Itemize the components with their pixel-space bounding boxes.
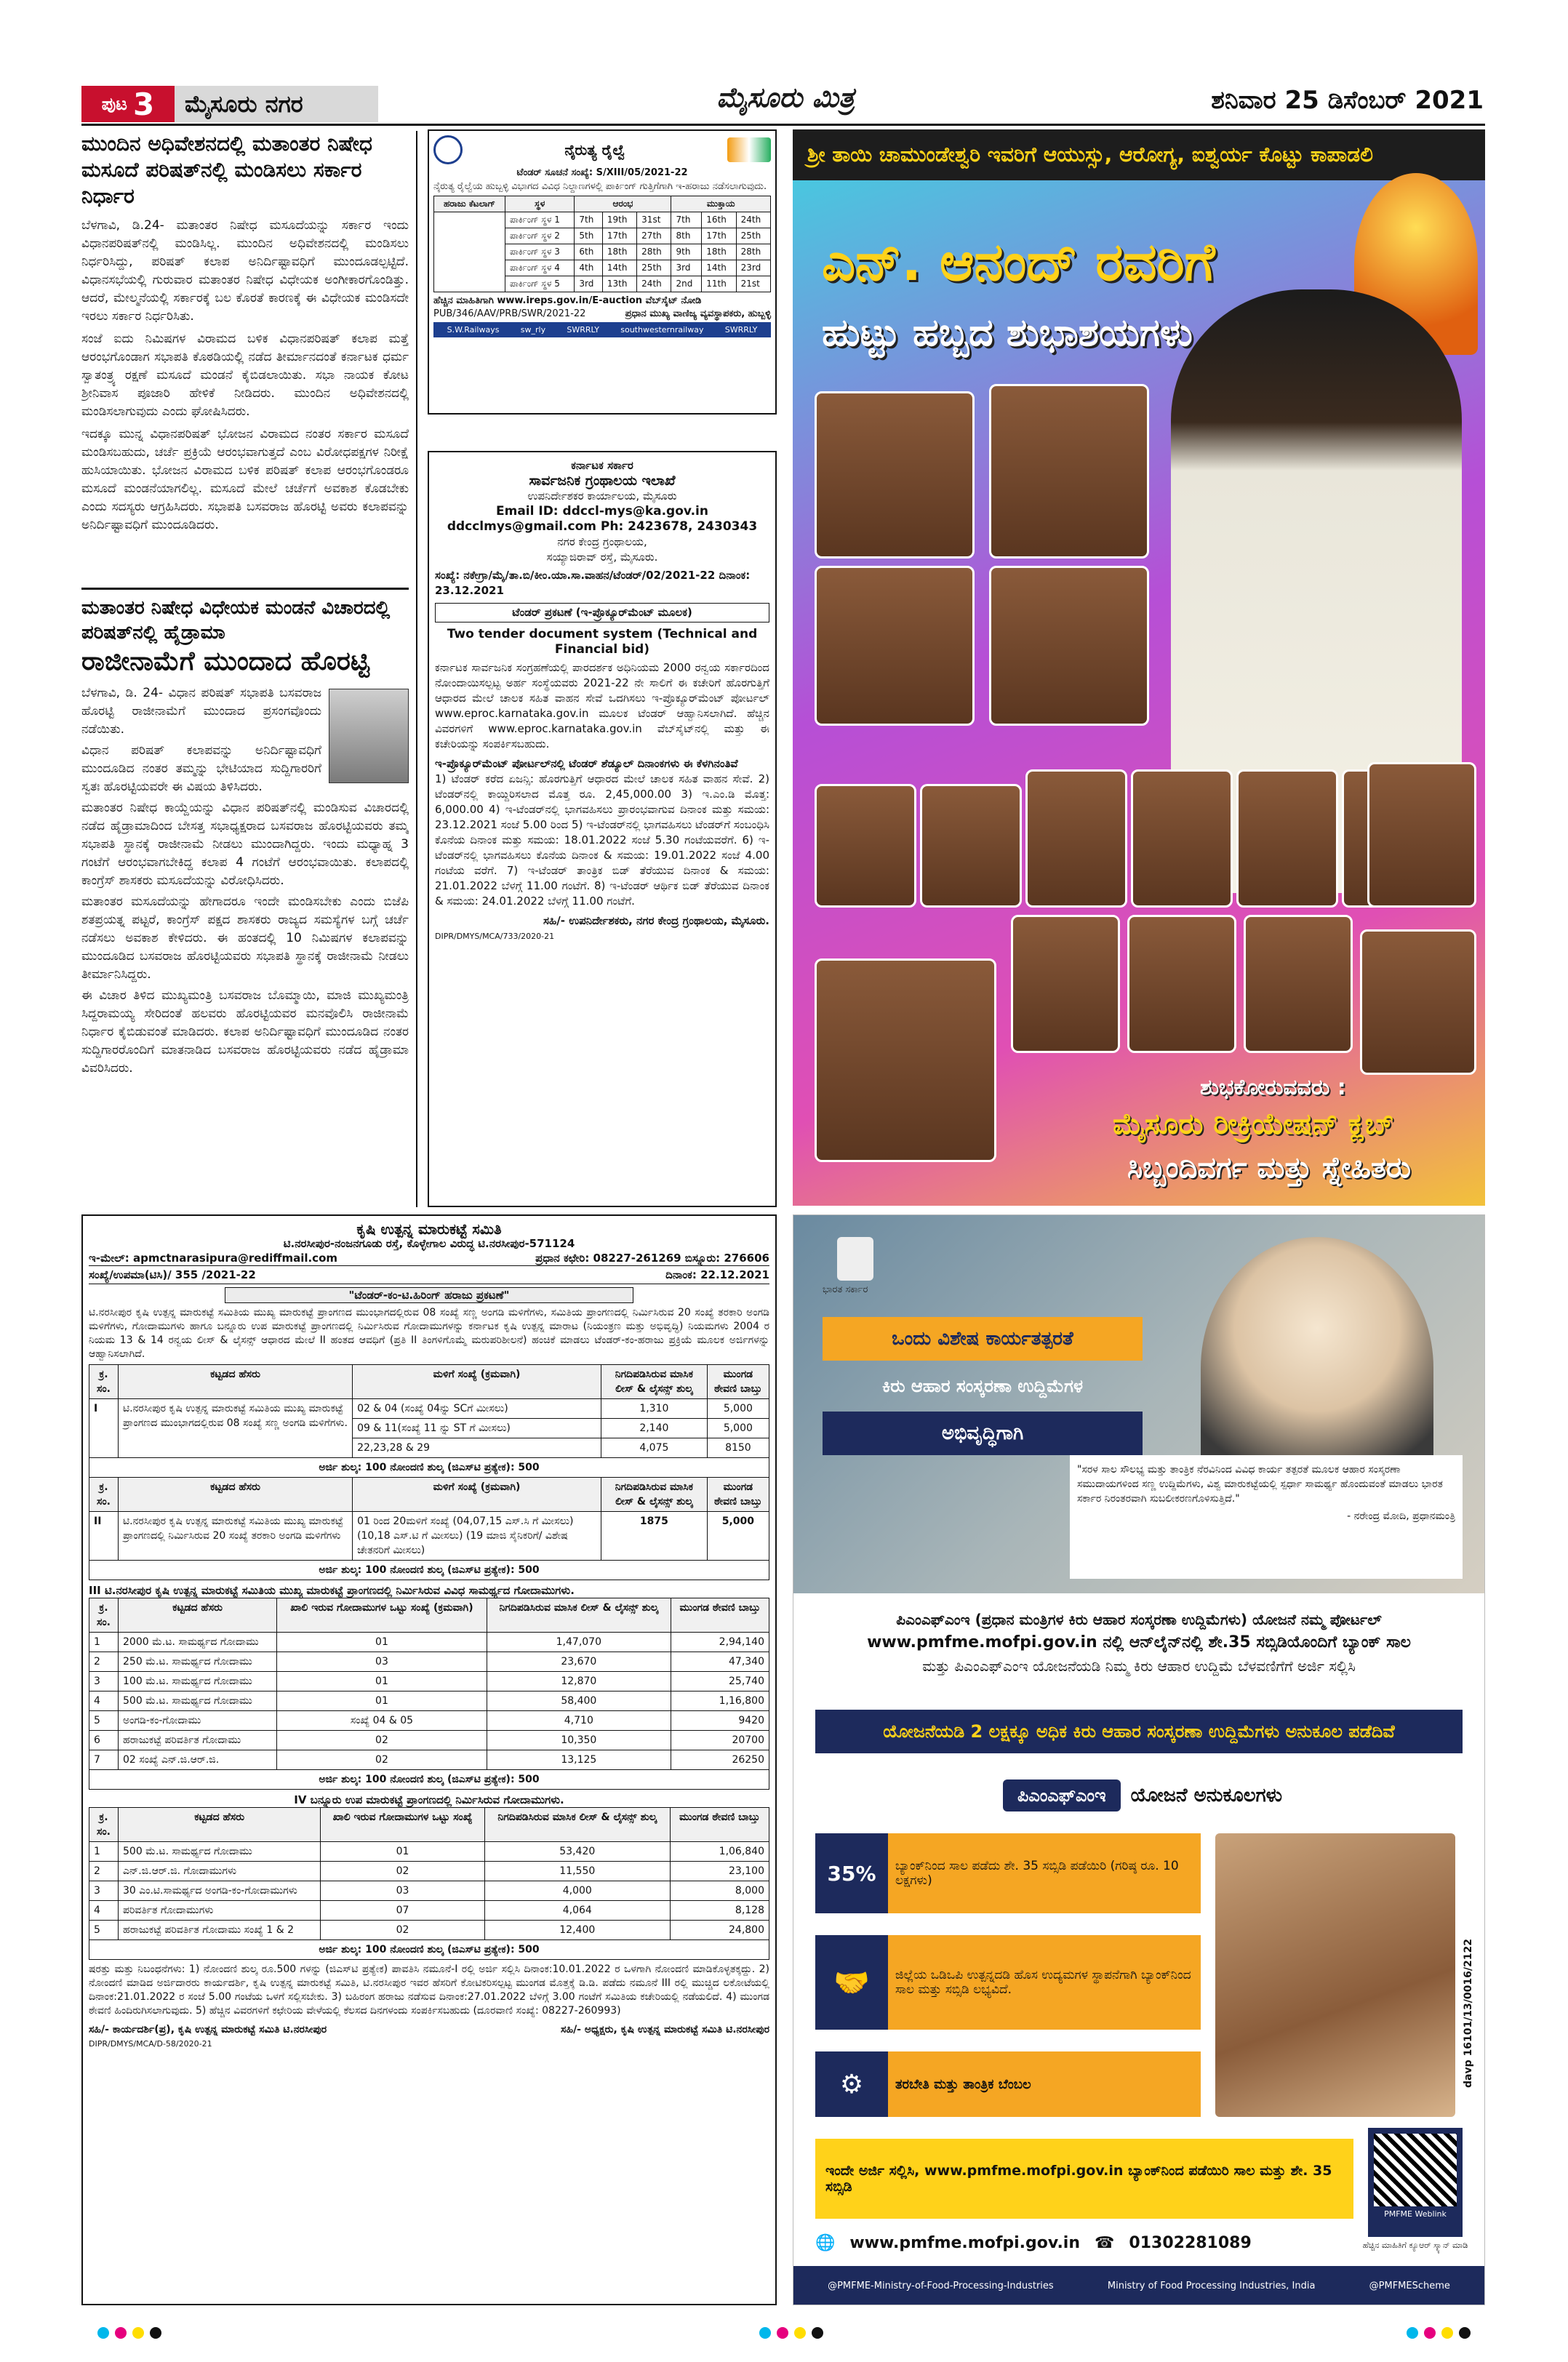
library-gov: ಕರ್ನಾಟಕ ಸರ್ಕಾರ xyxy=(571,459,633,472)
ad-wish: ಹುಟ್ಟು ಹಬ್ಬದ ಶುಭಾಶಯಗಳು xyxy=(822,311,1193,355)
article-1-para: ಇದಕ್ಕೂ ಮುನ್ನ ವಿಧಾನಪರಿಷತ್ ಭೋಜನ ವಿರಾಮದ ನಂತರ ಸರ್ಕಾರ ಮಸೂದೆ ಮಂಡಿಸಬಹುದು, ಚರ್ಚೆ ಪ್ರಕ್ರಿಯೆ ಆರಂಭವಾಗುತ್ತದೆ ಎಂಬ ವಿರೋಧಪಕ್ಷಗಳ ನಿರೀಕ್ಷೆ ಹುಸಿಯಾಯಿತು. ಭೋಜನ ವಿರಾಮದ ಬಳಿಕ ಪರಿಷತ್ ಕಲಾಪ ಆರಂಭಗೊಂಡರೂ ಮಸೂದೆ ಮಂಡನೆಯಾಗಲಿಲ್ಲ. ಮಸೂದೆ ಮೇಲೆ ಚರ್ಚೆಗೆ ಅವಕಾಶ ಕೊಡಬೇಕು ಎಂದು ಸದಸ್ಯರು ಆಗ್ರಹಿಸಿದರು. ಸಭಾಪತಿ ಬಸವರಾಜ ಹೊರಟ್ಟಿ ಅವರು ಕಲಾಪವನ್ನು ಅನಿರ್ದಿಷ್ಟಾವಧಿಗೆ ಮುಂದೂಡಿದರು. xyxy=(81,427,409,532)
section-title: ಮೈಸೂರು ನಗರ xyxy=(175,86,378,122)
paper-name: ಮೈಸೂರು ಮಿತ್ರ xyxy=(716,81,855,113)
railway-title: ನೈರುತ್ಯ ರೈಲ್ವೆ xyxy=(564,141,625,159)
apmc-fee-1: ಅರ್ಜಿ ಶುಲ್ಕ: 100 ನೋಂದಣಿ ಶುಲ್ಕ (ಜಿಎಸ್‌ಟಿ ಪ್ರತ್ಯೇಕ): 500 xyxy=(89,1458,769,1478)
benefit-row-3: ⚙ ತರಬೇತಿ ಮತ್ತು ತಾಂತ್ರಿಕ ಬೆಂಬಲ xyxy=(815,2051,1201,2117)
well-wisher-photo xyxy=(1131,769,1233,908)
column-divider xyxy=(416,131,417,1207)
railway-signoff: ಪ್ರಧಾನ ಮುಖ್ಯ ವಾಣಿಜ್ಯ ವ್ಯವಸ್ಥಾಪಕರು, ಹುಬ್ಬಳ್ಳಿ xyxy=(625,308,771,319)
gov-label: ಭಾರತ ಸರ್ಕಾರ xyxy=(823,1284,868,1295)
library-dipr: DIPR/DMYS/MCA/733/2020-21 xyxy=(435,932,555,941)
well-wisher-photo xyxy=(815,566,975,726)
apmc-fee-2: ಅರ್ಜಿ ಶುಲ್ಕ: 100 ನೋಂದಣಿ ಶುಲ್ಕ (ಜಿಎಸ್‌ಟಿ ಪ್ರತ್ಯೇಕ): 500 xyxy=(89,1561,769,1580)
apmc-sign-left: ಸಹಿ/- ಕಾರ್ಯದರ್ಶಿ(ಪ್ರ), ಕೃಷಿ ಉತ್ಪನ್ನ ಮಾರುಕಟ್ಟೆ ಸಮಿತಿ ಟಿ.ನರಸೀಪುರ xyxy=(89,2024,327,2035)
apmc-dipr: DIPR/DMYS/MCA/D-58/2020-21 xyxy=(89,2039,212,2049)
article-2-para: ಮತಾಂತರ ನಿಷೇಧ ಕಾಯ್ದೆಯನ್ನು ವಿಧಾನ ಪರಿಷತ್‌ನಲ್ಲಿ ಮಂಡಿಸುವ ವಿಚಾರದಲ್ಲಿ ನಡೆದ ಹೈಡ್ರಾಮಾದಿಂದ ಬೇಸತ್ತ ಸಭಾಧ್ಯಕ್ಷರಾದ ಬಸವರಾಜ ಹೊರಟ್ಟಿಯವರು ತಮ್ಮ ಸಭಾಪತಿ ಸ್ಥಾನಕ್ಕೆ ರಾಜೀನಾಮೆ ನೀಡಲು ಮುಂದಾಗಿದ್ದರು. ಇಂದು ಮಧ್ಯಾಹ್ನ 3 ಗಂಟೆಗೆ ಆರಂಭವಾಗಬೇಕಿದ್ದ ಕಲಾಪ 4 ಗಂಟೆಗೆ ಆರಂಭವಾಯಿತು. ಕಲಾಪದಲ್ಲಿ ಕಾಂಗ್ರೆಸ್ ಶಾಸಕರು ಮಸೂದೆಯನ್ನು ವಿರೋಧಿಸಿದರು. xyxy=(81,801,409,888)
apmc-fee-4: ಅರ್ಜಿ ಶುಲ್ಕ: 100 ನೋಂದಣಿ ಶುಲ್ಕ (ಜಿಎಸ್‌ಟಿ ಪ್ರತ್ಯೇಕ): 500 xyxy=(89,1940,769,1960)
issue-date: ಶನಿವಾರ 25 ಡಿಸೆಂಬರ್ 2021 xyxy=(1211,86,1484,115)
library-email-2[interactable]: ddcclmys@gmail.com Ph: 2423678, 2430343 xyxy=(447,519,758,534)
pmfme-box-2: ಕಿರು ಆಹಾರ ಸಂಸ್ಕರಣಾ ಉದ್ದಿಮೆಗಳ xyxy=(881,1376,1084,1396)
benefit-row-2: 🤝 ಜಿಲ್ಲೆಯ ಒಡಿಒಪಿ ಉತ್ಪನ್ನದಡಿ ಹೊಸ ಉದ್ಯಮಗಳ ಸ್ಥಾಪನೆಗಾಗಿ ಬ್ಯಾಂಕ್‌ನಿಂದ ಸಾಲ ಮತ್ತು ಸಬ್ಸಿಡಿ ಲಭ್ಯವಿದೆ. xyxy=(815,1935,1201,2030)
benefit-row-1: 35% ಬ್ಯಾಂಕ್‌ನಿಂದ ಸಾಲ ಪಡೆದು ಶೇ. 35 ಸಬ್ಸಿಡಿ ಪಡೆಯಿರಿ (ಗರಿಷ್ಠ ರೂ. 10 ಲಕ್ಷಗಳು) xyxy=(815,1833,1201,1913)
table-row: 22,23,28 & 29 4,075 8150 xyxy=(89,1438,769,1458)
library-banner: ಟೆಂಡರ್ ಪ್ರಕಟಣೆ (ಇ-ಪ್ರೊಕ್ಯೂರ್‌ಮೆಂಟ್ ಮೂಲಕ) xyxy=(435,603,769,622)
ad-club: ಮೈಸೂರು ರೀಕ್ರಿಯೇಷನ್ ಕ್ಲಬ್ xyxy=(1113,1108,1394,1141)
registration-marks-right xyxy=(1404,2327,1473,2342)
apmc-tender xyxy=(81,1214,777,2305)
table-row: 5 ಹರಾಜುಕಟ್ಟೆ ಪರಿವರ್ತಿತ ಗೋದಾಮು ಸಂಖ್ಯೆ 1 & 2 02 12,400 24,800 xyxy=(89,1921,769,1940)
well-wisher-photo xyxy=(1025,769,1127,908)
apmc-terms: ಷರತ್ತು ಮತ್ತು ನಿಬಂಧನೆಗಳು: 1) ನೋಂದಣಿ ಶುಲ್ಕ ರೂ.500 ಗಳನ್ನು (ಜಿಎಸ್‌ಟಿ ಪ್ರತ್ಯೇಕ) ಪಾವತಿಸಿ ನಮೂನೆ-I ರಲ್ಲಿ ಅರ್ಜಿ ಸಲ್ಲಿಸಿ ದಿನಾಂಕ:10.01.2022 ರ ಒಳಗಾಗಿ ನೋಂದಣಿ ಮಾಡಿಕೊಳ್ಳತಕ್ಕದ್ದು. 2) ನೋಂದಣಿ ಮಾಡಿದ ಅರ್ಜಿದಾರರು ಕಾರ್ಯದರ್ಶಿ, ಕೃಷಿ ಉತ್ಪನ್ನ ಮಾರುಕಟ್ಟೆ ಸಮಿತಿ, ಟಿ.ನರಸೀಪುರ ಇವರ ಹೆಸರಿಗೆ ಕೋಟಿಕರಿಸಲ್ಪಟ್ಟ ಮುಂಗಡ ಮೊತ್ತಕ್ಕೆ ಡಿ.ಡಿ. ಪಡೆದು ನಮೂನೆ III ರಲ್ಲಿ ಮುಚ್ಚಿದ ಲಕೋಟೆಯಲ್ಲಿ ದಿನಾಂಕ:21.01.2022 ರ ಸಂಜೆ 5.00 ಗಂಟೆಯ ಒಳಗೆ ಸಲ್ಲಿಸಬೇಕು. 3) ಬಹಿರಂಗ ಹರಾಜು ನಡೆಸುವ ದಿನಾಂಕ:27.01.2022 ಬೆಳಿಗ್ಗೆ 3.00 ಗಂಟೆಗೆ ಸಮಿತಿಯ ಕಚೇರಿಯಲ್ಲಿ ನಡೆಯಲಿದೆ. 4) ಮುಂಗಡ ಠೇವಣಿ ಹಿಂದಿರುಗಿಸಲಾಗುವುದು. 5) ಹೆಚ್ಚಿನ ವಿವರಗಳಿಗೆ ಕಛೇರಿಯ ವೇಳೆಯಲ್ಲಿ ಕೆಲಸದ ದಿನಗಳಂದು ಸಂಪರ್ಕಿಸಬಹುದು (ದೂರವಾಣಿ ಸಂಖ್ಯೆ: 08227-260993) xyxy=(89,1963,769,2017)
table-row: 7 02 ಸಂಖ್ಯೆ ಎನ್.ಜಿ.ಆರ್.ಜಿ. 02 13,125 26250 xyxy=(89,1750,769,1770)
table-row: 5 ಅಂಗಡಿ-ಕಂ-ಗೋದಾಮು ಸಂಖ್ಯೆ 04 & 05 4,710 9420 xyxy=(89,1711,769,1731)
article-1 xyxy=(81,131,409,575)
apmc-phone: ಪ್ರಧಾನ ಕಛೇರಿ: 08227-261269 ಬಿಸ್ನೂರು: 276606 xyxy=(535,1252,769,1265)
pmfme-ad xyxy=(793,1214,1485,2305)
apmc-table-4: ಕ್ರ. ಸಂ. ಕಟ್ಟಡದ ಹೆಸರು ಖಾಲಿ ಇರುವ ಗೋದಾಮುಗಳ ಒಟ್ಟು ಸಂಖ್ಯೆ ನಿಗದಿಪಡಿಸಿರುವ ಮಾಸಿಕ ಲೀಸ್ & ಲೈಸನ್ಸ್ ಶುಲ್ಕ ಮುಂಗಡ ಠೇವಣಿ ಬಾಬ್ತು 1 500 ಮೆ.ಟ. ಸಾಮರ್ಥ್ಯದ ಗೋದಾಮು 01 53,420 1,06,840 2 ಎನ್.ಜಿ.ಆರ್.ಜಿ. ಗೋದಾಮುಗಳು 02 11,550 23,100 3 30 ಎಂ.ಟಿ.ಸಾಮರ್ಥ್ಯದ ಅಂಗಡಿ-ಕಂ-ಗೋದಾಮುಗಳು 03 4,000 8,000 4 ಪರಿವರ್ತಿತ ಗೋದಾಮುಗಳು 07 4,064 8,128 5 ಹರಾಜುಕಟ್ಟೆ ಪರಿವರ್ತಿತ ಗೋದಾಮು ಸಂಖ್ಯೆ 1 & 2 02 12,400 24,800 ಅರ್ಜಿ ಶುಲ್ಕ: 100 ನೋಂದಣಿ ಶುಲ್ಕ (ಜಿಎಸ್‌ಟಿ ಪ್ರತ್ಯೇಕ): 500 xyxy=(89,1807,769,1960)
well-wisher-photo xyxy=(815,958,996,1162)
well-wisher-photo xyxy=(920,784,1022,908)
article-1-para: ಬೆಳಗಾವಿ, ಡಿ.24- ಮತಾಂತರ ನಿಷೇಧ ಮಸೂದೆಯನ್ನು ಸರ್ಕಾರ ಇಂದು ವಿಧಾನಪರಿಷತ್‌ನಲ್ಲಿ ಮಂಡಿಸಿಲ್ಲ. ಮುಂದಿನ ಅಧಿವೇಶನದಲ್ಲಿ ಮಂಡಿಸಲು ನಿರ್ಧರಿಸಿದ್ದು, ಪರಿಷತ್ ಕಲಾಪ ಅನಿರ್ದಿಷ್ಟಾವಧಿಗೆ ಮುಂದೂಡಲ್ಪಟ್ಟಿದೆ. ವಿಧಾನಸಭೆಯಲ್ಲಿ ಗುರುವಾರ ಮತಾಂತರ ನಿಷೇಧ ವಿಧೇಯಕ ಅಂಗೀಕಾರಗೊಂಡಿತ್ತು. ಆದರೆ, ಮೇಲ್ಮನೆಯಲ್ಲಿ ಸರ್ಕಾರಕ್ಕೆ ಬಲ ಕೊರತೆ ಕಾರಣಕ್ಕೆ ಈ ವಿಧೇಯಕ ಮಂಡಿಸದೇ ಇರಲು ಸರ್ಕಾರ ನಿರ್ಧರಿಸಿತು. xyxy=(81,218,409,324)
pmfme-social-bar: @PMFME-Ministry-of-Food-Processing-Industries Ministry of Food Processing Industries, India @PMFMEScheme xyxy=(793,2266,1484,2305)
library-signoff: ಸಹಿ/- ಉಪನಿರ್ದೇಶಕರು, ನಗರ ಕೇಂದ್ರ ಗ್ರಂಥಾಲಯ, ಮೈಸೂರು. xyxy=(543,914,769,927)
article-2-headline: ಮತಾಂತರ ನಿಷೇಧ ವಿಧೇಯಕ ಮಂಡನೆ ವಿಚಾರದಲ್ಲಿ ಪರಿಷತ್‌ನಲ್ಲಿ ಹೈಡ್ರಾಮಾ xyxy=(81,597,391,644)
article-2 xyxy=(81,588,409,1206)
library-tender xyxy=(428,451,777,1207)
apmc-address: ಟಿ.ನರಸೀಪುರ-ನಂಜನಗೂಡು ರಸ್ತೆ, ಕೊಳ್ಳೇಗಾಲ ವಿರುದ್ಧ ಟಿ.ನರಸೀಪುರ-571124 xyxy=(283,1237,575,1250)
apmc-email[interactable]: ಇ-ಮೇಲ್: apmctnarasipura@rediffmail.com xyxy=(89,1252,337,1265)
railway-ref: PUB/346/AAV/PRB/SWR/2021-22 xyxy=(433,308,586,319)
railway-logo-icon xyxy=(433,135,463,164)
library-schedule-title: ಇ-ಪ್ರೊಕ್ಯೂರ್‌ಮೆಂಟ್ ಪೋರ್ಟಲ್‌ನಲ್ಲಿ ಟೆಂಡರ್ ಶೆಡ್ಯೂಲ್ ದಿನಾಂಕಗಳು ಈ ಕೆಳಗಿನಂತಿವೆ xyxy=(435,757,738,770)
well-wisher-photo xyxy=(1236,769,1338,908)
railway-intro: ನೈರುತ್ಯ ರೈಲ್ವೆಯ ಹುಬ್ಬಳ್ಳಿ ವಿಭಾಗದ ವಿವಿಧ ನಿಲ್ದಾಣಗಳಲ್ಲಿ ಪಾರ್ಕಿಂಗ್ ಗುತ್ತಿಗೆಗಾಗಿ ಇ-ಹರಾಜು ನಡೆಸಲಾಗುವುದು. xyxy=(433,181,767,192)
pmfme-scheme-header xyxy=(924,1775,1361,1816)
article-2-para: ವಿಧಾನ ಪರಿಷತ್ ಕಲಾಪವನ್ನು ಅನಿರ್ದಿಷ್ಟಾವಧಿಗೆ ಮುಂದೂಡಿದ ನಂತರ ತಮ್ಮನ್ನು ಭೇಟಿಯಾದ ಸುದ್ದಿಗಾರರಿಗೆ ಸ್ವತಃ ಹೊರಟ್ಟಿಯವರೇ ಈ ವಿಷಯ ತಿಳಿಸಿದರು. xyxy=(81,743,321,794)
well-wisher-photo xyxy=(1011,915,1120,1053)
table-row: 4 ಪರಿವರ್ತಿತ ಗೋದಾಮುಗಳು 07 4,064 8,128 xyxy=(89,1901,769,1921)
article-1-headline: ಮುಂದಿನ ಅಧಿವೇಶನದಲ್ಲಿ ಮತಾಂತರ ನಿಷೇಧ ಮಸೂದೆ ಪರಿಷತ್‌ನಲ್ಲಿ ಮಂಡಿಸಲು ಸರ್ಕಾರ ನಿರ್ಧಾರ xyxy=(81,132,372,208)
article-2-para: ಬೆಳಗಾವಿ, ಡಿ. 24- ವಿಧಾನ ಪರಿಷತ್ ಸಭಾಪತಿ ಬಸವರಾಜ ಹೊರಟ್ಟಿ ರಾಜೀನಾಮೆಗೆ ಮುಂದಾದ ಪ್ರಸಂಗವೊಂದು ನಡೆಯಿತು. xyxy=(81,686,321,737)
pmfme-portal: ಪಿಎಂಎಫ್‌ಎಂಇ (ಪ್ರಧಾನ ಮಂತ್ರಿಗಳ ಕಿರು ಆಹಾರ ಸಂಸ್ಕರಣಾ ಉದ್ದಿಮೆಗಳು) ಯೋಜನೆ ನಮ್ಮ ಪೋರ್ಟಲ್ www.pmfme.mofpi.gov.in ನಲ್ಲಿ ಆನ್‌ಲೈನ್‌ನಲ್ಲಿ ಶೇ.35 ಸಬ್ಸಿಡಿಯೊಂದಿಗೆ ಬ್ಯಾಂಕ್ ಸಾಲ ಮತ್ತು ಪಿಎಂಎಫ್‌ಎಂಇ ಯೋಜನೆಯಡಿ ನಿಮ್ಮ ಕಿರು ಆಹಾರ ಉದ್ದಿಮೆ ಬೆಳವಣಿಗೆಗೆ ಅರ್ಜಿ ಸಲ್ಲಿಸಿ xyxy=(867,1611,1411,1675)
table-row: ಪಾರ್ಕಿಂಗ್ ಸ್ಥಳ 5 3rd 13th 24th 2nd 11th 21st xyxy=(434,276,771,292)
page-tag xyxy=(81,86,175,122)
emblem-icon xyxy=(837,1237,873,1281)
table-row: ಪಾರ್ಕಿಂಗ್ ಸ್ಥಳ 4 4th 14th 25th 3rd 14th 23rd xyxy=(434,260,771,276)
registration-marks-center xyxy=(756,2327,826,2342)
table-row: 4 500 ಮೆ.ಟ. ಸಾಮರ್ಥ್ಯದ ಗೋದಾಮು 01 58,400 1,16,800 xyxy=(89,1692,769,1711)
table-row: 09 & 11(ಸಂಖ್ಯೆ 11 ನ್ನು ST ಗೆ ಮೀಸಲು) 2,140 5,000 xyxy=(89,1419,769,1438)
article-1-para: ಸಂಜೆ ಐದು ನಿಮಿಷಗಳ ವಿರಾಮದ ಬಳಿಕ ವಿಧಾನಪರಿಷತ್ ಕಲಾಪ ಮತ್ತೆ ಆರಂಭಗೊಂಡಾಗ ಸಭಾಪತಿ ಕೊಠಡಿಯಲ್ಲಿ ನಡೆದ ತೀರ್ಮಾನದಂತೆ ಕರ್ನಾಟಕ ಧರ್ಮ ಸ್ವಾತಂತ್ರ್ಯ ರಕ್ಷಣೆ ಮಸೂದೆ ಮಂಡನೆ ಕೈಬಿಡಲಾಯಿತು. ಸಭಾ ನಾಯಕ ಕೋಟ ಶ್ರೀನಿವಾಸ ಪೂಜಾರಿ ಹೇಳಿಕೆ ನೀಡಿದರು. ಮುಂದಿನ ಅಧಿವೇಶನದಲ್ಲಿ ಮಂಡಿಸಲಾಗುವುದು ಎಂದು ಘೋಷಿಸಿದರು. xyxy=(81,332,409,419)
railway-table: ಹರಾಜು ಕೆಟಲಾಗ್ ಸ್ಥಳ ಆರಂಭ ಮುಕ್ತಾಯ ಪಾರ್ಕಿಂಗ್ ಸ್ಥಳ 1 7th 19th 31st 7th 16th 24th ಪಾರ್ಕಿಂಗ್ ಸ್ಥಳ 2 5th 17th 27th 8th 17th 25th ಪಾರ್ಕಿಂಗ್ ಸ್ಥಳ 3 6th 18th 28th 9th 18th 28th ಪಾರ್ಕಿಂಗ್ ಸ್ಥಳ 4 4th 14th 25th 3rd 14th 23rd ಪಾರ್ಕಿಂಗ್ ಸ್ಥಳ 5 3rd 13th 24th 2nd 11th 21st xyxy=(433,196,771,292)
author-photo xyxy=(329,689,409,783)
pm-quote: "ಸರಳ ಸಾಲ ಸೌಲಭ್ಯ ಮತ್ತು ತಾಂತ್ರಿಕ ನೆರವಿನಿಂದ ವಿವಿಧ ಕಾರ್ಯ ತತ್ಪರತೆ ಮೂಲಕ ಆಹಾರ ಸಂಸ್ಕರಣಾ ಸಮುದಾಯಗಳಿಂದ ಸಣ್ಣ ಉದ್ದಿಮೆಗಳು, ವಿಶ್ವ ಮಾರುಕಟ್ಟೆಯಲ್ಲಿ ಸ್ಪರ್ಧಾ ಸಾಮರ್ಥ್ಯ ಹೊಂದುವಂತೆ ಮಾಡಲು ಭಾರತ ಸರ್ಕಾರ ನಿರಂತರವಾಗಿ ಸುಬಲೀಕರಣಗೊಳಿಸುತ್ತಿದೆ." - ನರೇಂದ್ರ ಮೋದಿ, ಪ್ರಧಾನಮಂತ್ರಿ xyxy=(1070,1455,1463,1579)
table-row: ಪಾರ್ಕಿಂಗ್ ಸ್ಥಳ 1 7th 19th 31st 7th 16th 24th xyxy=(434,212,771,228)
table-row: 2 250 ಮೆ.ಟ. ಸಾಮರ್ಥ್ಯದ ಗೋದಾಮು 03 23,670 47,340 xyxy=(89,1652,769,1672)
well-wisher-photo xyxy=(989,566,1149,726)
well-wisher-photo xyxy=(1244,915,1353,1053)
railway-notice xyxy=(428,129,777,415)
table-row: 2 ಎನ್.ಜಿ.ಆರ್.ಜಿ. ಗೋದಾಮುಗಳು 02 11,550 23,100 xyxy=(89,1862,769,1881)
apmc-intro: ಟಿ.ನರಸೀಪುರ ಕೃಷಿ ಉತ್ಪನ್ನ ಮಾರುಕಟ್ಟೆ ಸಮಿತಿಯ ಮುಖ್ಯ ಮಾರುಕಟ್ಟೆ ಪ್ರಾಂಗಣದ ಮುಂಭಾಗದಲ್ಲಿರುವ 08 ಸಂಖ್ಯೆ ಸಣ್ಣ ಅಂಗಡಿ ಮಳಿಗೆಗಳು, ಸಮಿತಿಯ ಪ್ರಾಂಗಣದಲ್ಲಿ ನಿರ್ಮಿಸಿರುವ 20 ಸಂಖ್ಯೆ ತರಕಾರಿ ಅಂಗಡಿ ಮಳಿಗೆಗಳು, ಗೋದಾಮುಗಳು ಹಾಗೂ ಬನ್ನೂರು ಉಪ ಮಾರುಕಟ್ಟೆ ಪ್ರಾಂಗಣದಲ್ಲಿ ನಿರ್ಮಿಸಿರುವ ಗೋದಾಮುಗಳನ್ನು ಕರ್ನಾಟಕ ಕೃಷಿ ಉತ್ಪನ್ನ ಮಾರಾಟ (ನಿಯಂತ್ರಣ ಮತ್ತು ಅಭಿವೃದ್ಧಿ) ನಿಯಮಗಳು 2004 ರ ನಿಯಮ 13 & 14 ರನ್ವಯ ಲೀಸ್ & ಲೈಸನ್ಸ್ ಆಧಾರದ ಮೇಲೆ II ಹಂತದ ಆವಧಿಗೆ (ಪ್ರತಿ II ತಿಂಗಳಿಗೊಮ್ಮೆ ಮರುಪರಿಶೀಲನೆ) ಹಂಚಿಕೆ ಮಾಡಲು ಟೆಂಡರ್-ಕಂ-ಹರಾಜು ಪ್ರಕ್ರಿಯೆ ಮೂಲಕ ಅರ್ಜಿಗಳನ್ನು ಆಹ್ವಾನಿಸಲಾಗಿದೆ. xyxy=(89,1307,769,1360)
apmc-fee-3: ಅರ್ಜಿ ಶುಲ್ಕ: 100 ನೋಂದಣಿ ಶುಲ್ಕ (ಜಿಎಸ್‌ಟಿ ಪ್ರತ್ಯೇಕ): 500 xyxy=(89,1770,769,1790)
article-2-para: ಮತಾಂತರ ಮಸೂದೆಯನ್ನು ಹೇಗಾದರೂ ಇಂದೇ ಮಂಡಿಸಬೇಕು ಎಂದು ಬಿಜೆಪಿ ಶತಪ್ರಯತ್ನ ಪಟ್ಟರೆ, ಕಾಂಗ್ರೆಸ್ ಪಕ್ಷದ ಶಾಸಕರು ರಾಜ್ಯದ ಸಮಸ್ಯೆಗಳ ಬಗ್ಗೆ ಚರ್ಚೆ ನಡೆಸಲು ಅವಕಾಶ ಕೇಳಿದರು. ಈ ಹಂತದಲ್ಲಿ 10 ನಿಮಿಷಗಳ ಕಲಾಪವನ್ನು ಮುಂದೂಡಿದ ಬಸವರಾಜ ಹೊರಟ್ಟಿಯವರು ಸಭಾಪತಿ ಸ್ಥಾನಕ್ಕೆ ರಾಜೀನಾಮೆ ನೀಡಲು ತೀರ್ಮಾನಿಸಿದ್ದರು. xyxy=(81,894,409,982)
azadi-logo-icon xyxy=(727,137,771,162)
pmfme-scheme-badge: ಪಿಎಂಎಫ್‌ಎಂಇ xyxy=(1003,1779,1121,1811)
pmfme-benefit-banner: ಯೋಜನೆಯಡಿ 2 ಲಕ್ಷಕ್ಕೂ ಅಧಿಕ ಕಿರು ಆಹಾರ ಸಂಸ್ಕರಣಾ ಉದ್ದಿಮೆಗಳು ಅನುಕೂಲ ಪಡೆದಿವೆ xyxy=(815,1710,1463,1753)
training-icon: ⚙ xyxy=(815,2051,888,2117)
table-row: 6 ಹರಾಜುಕಟ್ಟೆ ಪರಿವರ್ತಿತ ಗೋದಾಮು 02 10,350 20700 xyxy=(89,1731,769,1750)
railway-website[interactable]: ಹೆಚ್ಚಿನ ಮಾಹಿತಿಗಾಗಿ www.ireps.gov.in/E-auction ವೆಬ್‌ಸೈಟ್ ನೋಡಿ xyxy=(433,295,702,306)
page-label: ಪುಟ xyxy=(101,94,127,114)
globe-icon: 🌐 xyxy=(815,2233,836,2252)
apmc-banner: "ಟೆಂಡರ್-ಕಂ-ಟಿ.ಹಿರಿಂಗ್ ಹರಾಜು ಪ್ರಕಟಣೆ" xyxy=(225,1287,633,1303)
table-row: 3 100 ಮೆ.ಟ. ಸಾಮರ್ಥ್ಯದ ಗೋದಾಮು 01 12,870 25,740 xyxy=(89,1672,769,1692)
handshake-icon: 🤝 xyxy=(815,1935,888,2030)
qr-caption: ಹೆಚ್ಚಿನ ಮಾಹಿತಿಗೆ ಕ್ಯೂಆರ್ ಸ್ಕ್ಯಾನ್ ಮಾಡಿ xyxy=(1362,2241,1468,2250)
well-wisher-photo xyxy=(815,391,975,559)
pmfme-box-1: ಒಂದು ವಿಶೇಷ ಕಾರ್ಯತತ್ಪರತೆ xyxy=(823,1317,1143,1361)
well-wisher-photo xyxy=(1127,915,1236,1053)
contact-row: 🌐 www.pmfme.mofpi.gov.in ☎ 01302281089 xyxy=(815,2233,1252,2252)
pct-badge: 35% xyxy=(815,1833,888,1913)
pmfme-box-3: ಅಭಿವೃದ್ಧಿಗಾಗಿ xyxy=(823,1412,1143,1455)
registration-marks-left xyxy=(95,2327,164,2342)
apmc-sign-right: ಸಹಿ/- ಅಧ್ಯಕ್ಷರು, ಕೃಷಿ ಉತ್ಪನ್ನ ಮಾರುಕಟ್ಟೆ ಸಮಿತಿ ಟಿ.ನರಸೀಪುರ xyxy=(561,2024,769,2035)
article-2-para: ಈ ವಿಚಾರ ತಿಳಿದ ಮುಖ್ಯಮಂತ್ರಿ ಬಸವರಾಜ ಬೊಮ್ಮಾಯಿ, ಮಾಜಿ ಮುಖ್ಯಮಂತ್ರಿ ಸಿದ್ದರಾಮಯ್ಯ ಸೇರಿದಂತೆ ಹಲವರು ಹೊರಟ್ಟಿಯವರ ಮನವೊಲಿಸಿ ರಾಜೀನಾಮೆ ನಿರ್ಧಾರ ಕೈಬಿಡುವಂತೆ ಮಾಡಿದರು. ಕಲಾಪ ಅನಿರ್ದಿಷ್ಟಾವಧಿಗೆ ಮುಂದೂಡಿದ ನಂತರ ಸುದ್ದಿಗಾರರೊಂದಿಗೆ ಮಾತನಾಡಿದ ಬಸವರಾಜ ಹೊರಟ್ಟಿಯವರು ನಡೆದ ಹೈಡ್ರಾಮಾ ವಿವರಿಸಿದರು. xyxy=(81,988,409,1076)
ad-top-banner: ಶ್ರೀ ತಾಯಿ ಚಾಮುಂಡೇಶ್ವರಿ ಇವರಿಗೆ ಆಯುಸ್ಸು, ಆರೋಗ್ಯ, ಐಶ್ವರ್ಯ ಕೊಟ್ಟು ಕಾಪಾಡಲಿ xyxy=(793,129,1485,180)
apmc-table-3: ಕ್ರ. ಸಂ. ಕಟ್ಟಡದ ಹೆಸರು ಖಾಲಿ ಇರುವ ಗೋದಾಮುಗಳ ಒಟ್ಟು ಸಂಖ್ಯೆ (ಕ್ರಮವಾಗಿ) ನಿಗದಿಪಡಿಸಿರುವ ಮಾಸಿಕ ಲೀಸ್ & ಲೈಸನ್ಸ್ ಶುಲ್ಕ ಮುಂಗಡ ಠೇವಣಿ ಬಾಬ್ತು 1 2000 ಮೆ.ಟ. ಸಾಮರ್ಥ್ಯದ ಗೋದಾಮು 01 1,47,070 2,94,140 2 250 ಮೆ.ಟ. ಸಾಮರ್ಥ್ಯದ ಗೋದಾಮು 03 23,670 47,340 3 100 ಮೆ.ಟ. ಸಾಮರ್ಥ್ಯದ ಗೋದಾಮು 01 12,870 25,740 4 500 ಮೆ.ಟ. ಸಾಮರ್ಥ್ಯದ ಗೋದಾಮು 01 58,400 1,16,800 5 ಅಂಗಡಿ-ಕಂ-ಗೋದಾಮು ಸಂಖ್ಯೆ 04 & 05 4,710 9420 6 ಹರಾಜುಕಟ್ಟೆ ಪರಿವರ್ತಿತ ಗೋದಾಮು 02 10,350 20700 7 02 ಸಂಖ್ಯೆ ಎನ್.ಜಿ.ಆರ್.ಜಿ. 02 13,125 26250 ಅರ್ಜಿ ಶುಲ್ಕ: 100 ನೋಂದಣಿ ಶುಲ್ಕ (ಜಿಎಸ್‌ಟಿ ಪ್ರತ್ಯೇಕ): 500 xyxy=(89,1598,769,1790)
railway-notice-no: ಟೆಂಡರ್ ಸೂಚನೆ ಸಂಖ್ಯೆ: S/XIII/05/2021-22 xyxy=(516,167,688,178)
birthday-ad xyxy=(793,129,1485,1206)
library-office: ಉಪನಿರ್ದೇಶಕರ ಕಾರ್ಯಾಲಯ, ಮೈಸೂರು xyxy=(527,489,677,503)
well-wisher-photo xyxy=(989,384,1149,559)
apmc-table-1: ಕ್ರ. ಸಂ. ಕಟ್ಟಡದ ಹೆಸರು ಮಳಿಗೆ ಸಂಖ್ಯೆ (ಕ್ರಮವಾಗಿ) ನಿಗದಿಪಡಿಸಿರುವ ಮಾಸಿಕ ಲೀಸ್ & ಲೈಸನ್ಸ್ ಶುಲ್ಕ ಮುಂಗಡ ಠೇವಣಿ ಬಾಬ್ತು I ಟಿ.ನರಸೀಪುರ ಕೃಷಿ ಉತ್ಪನ್ನ ಮಾರುಕಟ್ಟೆ ಸಮಿತಿಯ ಮುಖ್ಯ ಮಾರುಕಟ್ಟೆ ಪ್ರಾಂಗಣದ ಮುಂಭಾಗದಲ್ಲಿರುವ 08 ಸಂಖ್ಯೆ ಸಣ್ಣ ಅಂಗಡಿ ಮಳಿಗೆಗಳು. 02 & 04 (ಸಂಖ್ಯೆ 04ನ್ನು SCಗೆ ಮೀಸಲು) 1,310 5,000 09 & 11(ಸಂಖ್ಯೆ 11 ನ್ನು ST ಗೆ ಮೀಸಲು) 2,140 5,000 22,23,28 & 29 4,075 8150 ಅರ್ಜಿ ಶುಲ್ಕ: 100 ನೋಂದಣಿ ಶುಲ್ಕ (ಜಿಎಸ್‌ಟಿ ಪ್ರತ್ಯೇಕ): 500 ಕ್ರ. ಸಂ. ಕಟ್ಟಡದ ಹೆಸರು ಮಳಿಗೆ ಸಂಖ್ಯೆ (ಕ್ರಮವಾಗಿ) ನಿಗದಿಪಡಿಸಿರುವ ಮಾಸಿಕ ಲೀಸ್ & ಲೈಸನ್ಸ್ ಶುಲ್ಕ ಮುಂಗಡ ಠೇವಣಿ ಬಾಬ್ತು II ಟಿ.ನರಸೀಪುರ ಕೃಷಿ ಉತ್ಪನ್ನ ಮಾರುಕಟ್ಟೆ ಸಮಿತಿಯ ಮುಖ್ಯ ಮಾರುಕಟ್ಟೆ ಪ್ರಾಂಗಣದಲ್ಲಿ ನಿರ್ಮಿಸಿರುವ 20 ಸಂಖ್ಯೆ ತರಕಾರಿ ಅಂಗಡಿ ಮಳಿಗೆಗಳು 01 ರಿಂದ 20ಮಳಿಗೆ ಸಂಖ್ಯೆ (04,07,15 ಎಸ್.ಸಿ ಗೆ ಮೀಸಲು) (10,18 ಎಸ್.ಟಿ ಗೆ ಮೀಸಲು) (19 ಮಾಜಿ ಸೈನಿಕರಿಗೆ/ ವಿಶೇಷ ಚೇತನರಿಗೆ ಮೀಸಲು) 1875 5,000 ಅರ್ಜಿ ಶುಲ್ಕ: 100 ನೋಂದಣಿ ಶುಲ್ಕ (ಜಿಎಸ್‌ಟಿ ಪ್ರತ್ಯೇಕ): 500 xyxy=(89,1364,769,1580)
library-dept: ಸಾರ್ವಜನಿಕ ಗ್ರಂಥಾಲಯ ಇಲಾಖೆ xyxy=(529,473,676,489)
pmfme-scheme-title: ಯೋಜನೆ ಅನುಕೂಲಗಳು xyxy=(1130,1784,1283,1806)
phone-icon: ☎ xyxy=(1095,2233,1115,2252)
table-row: II ಟಿ.ನರಸೀಪುರ ಕೃಷಿ ಉತ್ಪನ್ನ ಮಾರುಕಟ್ಟೆ ಸಮಿತಿಯ ಮುಖ್ಯ ಮಾರುಕಟ್ಟೆ ಪ್ರಾಂಗಣದಲ್ಲಿ ನಿರ್ಮಿಸಿರುವ 20 ಸಂಖ್ಯೆ ತರಕಾರಿ ಅಂಗಡಿ ಮಳಿಗೆಗಳು 01 ರಿಂದ 20ಮಳಿಗೆ ಸಂಖ್ಯೆ (04,07,15 ಎಸ್.ಸಿ ಗೆ ಮೀಸಲು) (10,18 ಎಸ್.ಟಿ ಗೆ ಮೀಸಲು) (19 ಮಾಜಿ ಸೈನಿಕರಿಗೆ/ ವಿಶೇಷ ಚೇತನರಿಗೆ ಮೀಸಲು) 1875 5,000 xyxy=(89,1512,769,1561)
davp-code: davp 16101/13/0016/2122 xyxy=(1463,1939,1474,2088)
library-ref: ಸಂಖ್ಯೆ: ನಕೇಗ್ರಾ/ಮೈ/ತಾ.ಬಿ/ಕೀಂ.ಯಾ.ಸಾ.ವಾಹನ/ಟೆಂಡರ್/02/2021-22 ದಿನಾಂಕ: 23.12.2021 xyxy=(435,569,751,597)
page-number: 3 xyxy=(132,86,155,122)
apmc-ref: ಸಂಖ್ಯೆ/ಉಪಮಾ(ಟಿಸಿ)/ 355 /2021-22 xyxy=(89,1268,256,1281)
library-addr-1: ನಗರ ಕೇಂದ್ರ ಗ್ರಂಥಾಲಯ, xyxy=(557,535,647,548)
well-wisher-photo xyxy=(1367,762,1476,908)
well-wisher-photo xyxy=(1360,929,1476,1075)
library-email[interactable]: Email ID: ddccl-mys@ka.gov.in xyxy=(496,504,708,519)
masthead-rule xyxy=(81,124,1485,126)
apmc-sec3-title: III ಟಿ.ನರಸೀಪುರ ಕೃಷಿ ಉತ್ಪನ್ನ ಮಾರುಕಟ್ಟೆ ಸಮಿತಿಯ ಮುಖ್ಯ ಮಾರುಕಟ್ಟೆ ಪ್ರಾಂಗಣದಲ್ಲಿ ನಿರ್ಮಿಸಿರುವ ವಿವಿಧ ಸಾಮರ್ಥ್ಯದ ಗೋದಾಮುಗಳು. xyxy=(89,1584,575,1597)
library-system: Two tender document system (Technical and Financial bid) xyxy=(447,627,758,657)
library-addr-2: ಸಯ್ಯಾಜಿರಾವ್ ರಸ್ತೆ, ಮೈಸೂರು. xyxy=(546,551,658,564)
railway-social-bar: S.W.Railways sw_rly SWRRLY southwesternrailway SWRRLY xyxy=(433,322,771,337)
table-row: 1 2000 ಮೆ.ಟ. ಸಾಮರ್ಥ್ಯದ ಗೋದಾಮು 01 1,47,070 2,94,140 xyxy=(89,1633,769,1652)
well-wisher-photo xyxy=(815,784,916,908)
food-photo xyxy=(1215,1833,1455,2117)
ad-name: ಎನ್. ಆನಂದ್ ರವರಿಗೆ xyxy=(822,231,1215,292)
table-row: ಪಾರ್ಕಿಂಗ್ ಸ್ಥಳ 2 5th 17th 27th 8th 17th 25th xyxy=(434,228,771,244)
table-row: I ಟಿ.ನರಸೀಪುರ ಕೃಷಿ ಉತ್ಪನ್ನ ಮಾರುಕಟ್ಟೆ ಸಮಿತಿಯ ಮುಖ್ಯ ಮಾರುಕಟ್ಟೆ ಪ್ರಾಂಗಣದ ಮುಂಭಾಗದಲ್ಲಿರುವ 08 ಸಂಖ್ಯೆ ಸಣ್ಣ ಅಂಗಡಿ ಮಳಿಗೆಗಳು. 02 & 04 (ಸಂಖ್ಯೆ 04ನ್ನು SCಗೆ ಮೀಸಲು) 1,310 5,000 xyxy=(89,1399,769,1419)
article-2-headline-2: ರಾಜೀನಾಮೆಗೆ ಮುಂದಾದ ಹೊರಟ್ಟಿ xyxy=(81,646,370,676)
apmc-sec4-title: IV ಬನ್ನೂರು ಉಪ ಮಾರುಕಟ್ಟೆ ಪ್ರಾಂಗಣದಲ್ಲಿ ನಿರ್ಮಿಸಿರುವ ಗೋದಾಮುಗಳು. xyxy=(294,1793,564,1806)
qr-code[interactable]: PMFME Weblink xyxy=(1368,2128,1463,2237)
table-row: 3 30 ಎಂ.ಟಿ.ಸಾಮರ್ಥ್ಯದ ಅಂಗಡಿ-ಕಂ-ಗೋದಾಮುಗಳು 03 4,000 8,000 xyxy=(89,1881,769,1901)
library-schedule: 1) ಟೆಂಡರ್ ಕರೆದ ಏಜನ್ಸಿ: ಹೊರಗುತ್ತಿಗೆ ಆಧಾರದ ಮೇಲೆ ಚಾಲಕ ಸಹಿತ ವಾಹನ ಸೇವೆ. 2) ಟೆಂಡರ್‌ನಲ್ಲಿ ಕಾಯ್ದಿರಿಸಲಾದ ಮೊತ್ತ ರೂ. 2,45,000.00 3) ಇ.ಎಂ.ಡಿ ಮೊತ್ತ: 6,000.00 4) ಇ-ಟೆಂಡರ್‌ನಲ್ಲಿ ಭಾಗವಹಿಸಲು ಪ್ರಾರಂಭವಾಗುವ ದಿನಾಂಕ ಮತ್ತು ಸಮಯ: 23.12.2021 ಸಂಜೆ 5.00 ರಿಂದ 5) ಇ-ಟೆಂಡರ್‌ನಲ್ಲಿ ಭಾಗವಹಿಸಲು ಟೆಂಡರ್‌ಗೆ ಸಂಬಂಧಿಸಿ ಕೊನೆಯ ದಿನಾಂಕ ಮತ್ತು ಸಮಯ: 18.01.2022 ಸಂಜೆ 5.30 ಗಂಟೆಯವರೆಗೆ. 6) ಇ-ಟೆಂಡರ್‌ನಲ್ಲಿ ಭಾಗವಹಿಸಲು ಕೊನೆಯ ದಿನಾಂಕ & ಸಮಯ: 19.01.2022 ಸಂಜೆ 4.00 ಗಂಟೆಯ ವರೆಗೆ. 7) ಇ-ಟೆಂಡರ್ ತಾಂತ್ರಿಕ ಬಿಡ್ ತೆರೆಯುವ ದಿನಾಂಕ & ಸಮಯ: 21.01.2022 ಬೆಳಗ್ಗೆ 11.00 ಗಂಟೆಗೆ. 8) ಇ-ಟೆಂಡರ್ ಆರ್ಥಿಕ ಬಿಡ್ ತೆರೆಯುವ ದಿನಾಂಕ & ಸಮಯ: 24.01.2022 ಬೆಳಗ್ಗೆ 11.00 ಗಂಟೆಗೆ. xyxy=(435,772,769,908)
apmc-date: ದಿನಾಂಕ: 22.12.2021 xyxy=(665,1268,769,1281)
apply-box: ಇಂದೇ ಅರ್ಜಿ ಸಲ್ಲಿಸಿ, www.pmfme.mofpi.gov.in ಬ್ಯಾಂಕ್‌ನಿಂದ ಪಡೆಯಿರಿ ಸಾಲ ಮತ್ತು ಶೇ. 35 ಸಬ್ಸಿಡಿ xyxy=(815,2139,1353,2219)
table-row: ಪಾರ್ಕಿಂಗ್ ಸ್ಥಳ 3 6th 18th 28th 9th 18th 28th xyxy=(434,244,771,260)
qr-icon xyxy=(1374,2134,1457,2206)
pmfme-hero xyxy=(793,1215,1484,1593)
ad-from-label: ಶುಭಕೋರುವವರು : xyxy=(1200,1075,1346,1100)
table-row: 1 500 ಮೆ.ಟ. ಸಾಮರ್ಥ್ಯದ ಗೋದಾಮು 01 53,420 1,06,840 xyxy=(89,1842,769,1862)
apmc-title: ಕೃಷಿ ಉತ್ಪನ್ನ ಮಾರುಕಟ್ಟೆ ಸಮಿತಿ xyxy=(356,1220,502,1238)
ad-friends: ಸಿಬ್ಬಂದಿವರ್ಗ ಮತ್ತು ಸ್ನೇಹಿತರು xyxy=(1127,1151,1412,1185)
library-body: ಕರ್ನಾಟಕ ಸಾರ್ವಜನಿಕ ಸಂಗ್ರಹಣೆಯಲ್ಲಿ ಪಾರದರ್ಶಕ ಅಧಿನಿಯಮ 2000 ರನ್ವಯ ಸರ್ಕಾರದಿಂದ ನೋಂದಾಯಿಸಲ್ಪಟ್ಟ ಅರ್ಹ ಸಂಸ್ಥೆಯವರು 2021-22 ನೇ ಸಾಲಿಗೆ ಈ ಕಚೇರಿಗೆ ಹೊರಗುತ್ತಿಗೆ ಆಧಾರದ ಮೇಲೆ ಚಾಲಕ ಸಹಿತ ವಾಹನ ಸೇವೆ ಒದಗಿಸಲು ಇ-ಪ್ರೊಕ್ಯೂರ್‌ಮೆಂಟ್ ಪೋರ್ಟಲ್ www.eproc.karnataka.gov.in ಮೂಲಕ ಟೆಂಡರ್ ಆಹ್ವಾನಿಸಲಾಗಿದೆ. ಹೆಚ್ಚಿನ ವಿವರಗಳಿಗೆ www.eproc.karnataka.gov.in ವೆಬ್‌ಸೈಟ್‌ನಲ್ಲಿ ಮತ್ತು ಈ ಕಚೇರಿಯನ್ನು ಸಂಪರ್ಕಿಸಬಹುದು. xyxy=(435,661,769,750)
